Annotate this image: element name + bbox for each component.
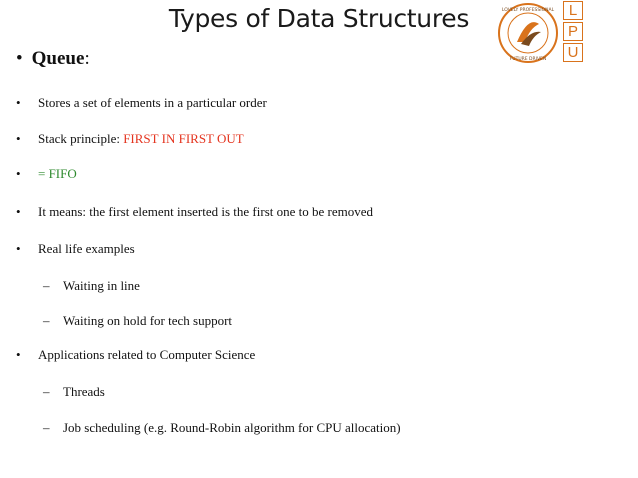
- dash-mark: –: [43, 384, 50, 399]
- bullet-text: Stores a set of elements in a particular order: [38, 95, 267, 110]
- logo-letter-u: U: [563, 43, 583, 62]
- queue-colon: :: [84, 48, 90, 69]
- dash-mark: –: [43, 278, 50, 293]
- sub-item-text: Waiting in line: [63, 278, 140, 293]
- sub-item-text: Job scheduling (e.g. Round-Robin algorithm for CPU allocation): [63, 420, 401, 435]
- bullet-text: Stack principle:: [38, 131, 124, 146]
- lpu-letters-logo: [563, 1, 583, 64]
- bullet-mark: •: [16, 95, 21, 110]
- university-seal-logo: [497, 2, 559, 64]
- queue-heading: [16, 48, 90, 70]
- svg-text:LOVELY PROFESSIONAL: LOVELY PROFESSIONAL: [501, 8, 555, 13]
- sub-item-waiting-line: [43, 278, 140, 294]
- bullet-mark: •: [16, 48, 23, 69]
- bullet-mark: •: [16, 347, 21, 362]
- fifo-equals-text: = FIFO: [38, 166, 77, 181]
- svg-text:FUTURE DRIVEN: FUTURE DRIVEN: [509, 57, 547, 62]
- dash-mark: –: [43, 420, 50, 435]
- sub-item-text: Waiting on hold for tech support: [63, 313, 233, 328]
- bullet-mark: •: [16, 131, 21, 146]
- sub-item-threads: [43, 384, 105, 400]
- logo-letter-l: L: [563, 1, 583, 20]
- slide-title: Types of Data Structures: [168, 4, 470, 33]
- bullet-item-real-life: [16, 241, 135, 257]
- fifo-highlight: FIRST IN FIRST OUT: [123, 131, 244, 146]
- queue-label: Queue: [31, 48, 85, 69]
- bullet-mark: •: [16, 166, 21, 181]
- bullet-mark: •: [16, 241, 21, 256]
- bullet-text: It means: the first element inserted is the first one to be removed: [38, 204, 374, 219]
- sub-item-job-scheduling: [43, 420, 401, 436]
- bullet-text: Real life examples: [38, 241, 135, 256]
- logo-letter-p: P: [563, 22, 583, 41]
- bullet-mark: •: [16, 204, 21, 219]
- bullet-item-fifo: [16, 166, 77, 182]
- sub-item-text: Threads: [63, 384, 105, 399]
- bullet-text: Applications related to Computer Science: [38, 347, 256, 362]
- sub-item-waiting-hold: [43, 313, 232, 329]
- bullet-item-meaning: [16, 204, 373, 220]
- bullet-item-order: [16, 95, 267, 111]
- dash-mark: –: [43, 313, 50, 328]
- bullet-item-principle: [16, 131, 244, 147]
- bullet-item-applications: [16, 347, 255, 363]
